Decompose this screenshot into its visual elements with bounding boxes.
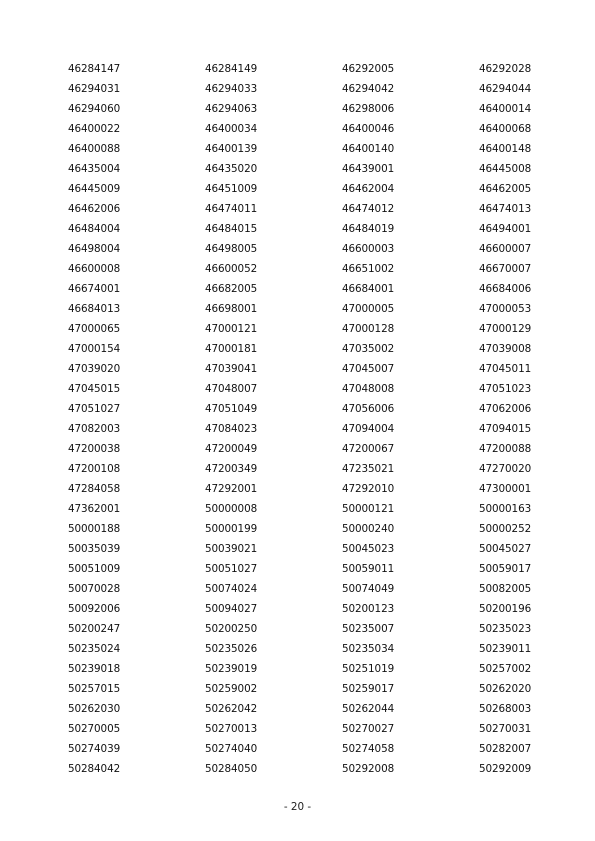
code-cell: 46435004 [68, 163, 121, 175]
code-cell: 46600052 [205, 263, 258, 275]
code-cell: 46292005 [342, 63, 395, 75]
code-cell: 50284042 [68, 763, 121, 775]
code-cell: 50270027 [342, 723, 395, 735]
code-cell: 46651002 [342, 263, 395, 275]
code-cell: 46435020 [205, 163, 258, 175]
code-cell: 50059017 [479, 563, 532, 575]
code-cell: 47000129 [479, 323, 532, 335]
code-cell: 47039020 [68, 363, 121, 375]
code-cell: 47284058 [68, 483, 121, 495]
code-cell: 46474012 [342, 203, 395, 215]
code-cell: 46494001 [479, 223, 532, 235]
code-cell: 46294063 [205, 103, 258, 115]
code-cell: 47045015 [68, 383, 121, 395]
code-cell: 50200250 [205, 623, 258, 635]
code-cell: 50235007 [342, 623, 395, 635]
code-cell: 50268003 [479, 703, 532, 715]
code-cell: 50262030 [68, 703, 121, 715]
code-cell: 47051049 [205, 403, 258, 415]
code-cell: 50051009 [68, 563, 121, 575]
code-cell: 46451009 [205, 183, 258, 195]
code-cell: 47292001 [205, 483, 258, 495]
code-cell: 47000053 [479, 303, 532, 315]
code-cell: 50235023 [479, 623, 532, 635]
code-cell: 50262020 [479, 683, 532, 695]
code-cell: 47048007 [205, 383, 258, 395]
code-cell: 46484019 [342, 223, 395, 235]
code-cell: 47056006 [342, 403, 395, 415]
code-cell: 47062006 [479, 403, 532, 415]
code-cell: 47048008 [342, 383, 395, 395]
code-cell: 50082005 [479, 583, 532, 595]
code-cell: 50000121 [342, 503, 395, 515]
code-cell: 50274058 [342, 743, 395, 755]
code-cell: 47362001 [68, 503, 121, 515]
code-cell: 46684001 [342, 283, 395, 295]
code-cell: 47039008 [479, 343, 532, 355]
code-cell: 47200067 [342, 443, 395, 455]
code-cell: 50200247 [68, 623, 121, 635]
code-cell: 46400068 [479, 123, 532, 135]
code-cell: 47094015 [479, 423, 532, 435]
code-cell: 47200349 [205, 463, 258, 475]
code-cell: 46294042 [342, 83, 395, 95]
code-cell: 47300001 [479, 483, 532, 495]
code-cell: 50262044 [342, 703, 395, 715]
code-cell: 50235024 [68, 643, 121, 655]
code-cell: 46298006 [342, 103, 395, 115]
page-number: - 20 - [283, 801, 312, 813]
code-cell: 46600008 [68, 263, 121, 275]
code-cell: 46484015 [205, 223, 258, 235]
code-cell: 46400046 [342, 123, 395, 135]
code-cell: 47045007 [342, 363, 395, 375]
code-cell: 50270031 [479, 723, 532, 735]
code-cell: 46400139 [205, 143, 258, 155]
code-cell: 47084023 [205, 423, 258, 435]
code-cell: 46498004 [68, 243, 121, 255]
code-cell: 47200088 [479, 443, 532, 455]
code-cell: 50239011 [479, 643, 532, 655]
code-cell: 50045027 [479, 543, 532, 555]
code-cell: 46445009 [68, 183, 121, 195]
code-cell: 50039021 [205, 543, 258, 555]
code-cell: 47235021 [342, 463, 395, 475]
code-cell: 46684013 [68, 303, 121, 315]
code-cell: 46439001 [342, 163, 395, 175]
code-cell: 47000005 [342, 303, 395, 315]
code-cell: 50000252 [479, 523, 532, 535]
code-cell: 50284050 [205, 763, 258, 775]
code-cell: 50092006 [68, 603, 121, 615]
code-cell: 46684006 [479, 283, 532, 295]
code-cell: 50000240 [342, 523, 395, 535]
code-cell: 46462004 [342, 183, 395, 195]
code-cell: 50257002 [479, 663, 532, 675]
code-cell: 46698001 [205, 303, 258, 315]
code-cell: 47045011 [479, 363, 532, 375]
code-cell: 46400088 [68, 143, 121, 155]
code-cell: 50270005 [68, 723, 121, 735]
code-cell: 46674001 [68, 283, 121, 295]
code-cell: 46400014 [479, 103, 532, 115]
code-cell: 47051027 [68, 403, 121, 415]
code-cell: 50035039 [68, 543, 121, 555]
code-cell: 47000181 [205, 343, 258, 355]
code-cell: 47000154 [68, 343, 121, 355]
code-cell: 47200049 [205, 443, 258, 455]
code-cell: 50000188 [68, 523, 121, 535]
code-cell: 46284147 [68, 63, 121, 75]
code-cell: 50259002 [205, 683, 258, 695]
code-cell: 46294033 [205, 83, 258, 95]
code-cell: 46484004 [68, 223, 121, 235]
code-cell: 50274039 [68, 743, 121, 755]
code-cell: 47270020 [479, 463, 532, 475]
code-cell: 50239019 [205, 663, 258, 675]
code-cell: 47035002 [342, 343, 395, 355]
code-cell: 46474013 [479, 203, 532, 215]
code-cell: 46400140 [342, 143, 395, 155]
code-cell: 46600007 [479, 243, 532, 255]
code-cell: 47292010 [342, 483, 395, 495]
code-cell: 50251019 [342, 663, 395, 675]
code-cell: 50000199 [205, 523, 258, 535]
code-cell: 50070028 [68, 583, 121, 595]
code-cell: 46294044 [479, 83, 532, 95]
code-cell: 46445008 [479, 163, 532, 175]
code-cell: 50239018 [68, 663, 121, 675]
code-cell: 50235026 [205, 643, 258, 655]
code-cell: 46600003 [342, 243, 395, 255]
code-cell: 46498005 [205, 243, 258, 255]
code-cell: 47200038 [68, 443, 121, 455]
code-cell: 50059011 [342, 563, 395, 575]
code-cell: 50235034 [342, 643, 395, 655]
code-cell: 47000121 [205, 323, 258, 335]
code-cell: 47094004 [342, 423, 395, 435]
code-cell: 50270013 [205, 723, 258, 735]
code-cell: 50200123 [342, 603, 395, 615]
code-cell: 47051023 [479, 383, 532, 395]
code-cell: 46292028 [479, 63, 532, 75]
code-cell: 50282007 [479, 743, 532, 755]
code-cell: 46670007 [479, 263, 532, 275]
code-cell: 46400022 [68, 123, 121, 135]
code-cell: 50257015 [68, 683, 121, 695]
code-cell: 50000163 [479, 503, 532, 515]
code-cell: 46284149 [205, 63, 258, 75]
code-cell: 47039041 [205, 363, 258, 375]
code-cell: 46294031 [68, 83, 121, 95]
code-cell: 46400034 [205, 123, 258, 135]
code-cell: 50200196 [479, 603, 532, 615]
code-cell: 50074049 [342, 583, 395, 595]
code-cell: 50094027 [205, 603, 258, 615]
code-cell: 47000065 [68, 323, 121, 335]
code-cell: 46294060 [68, 103, 121, 115]
code-cell: 50000008 [205, 503, 258, 515]
code-cell: 50262042 [205, 703, 258, 715]
code-cell: 47000128 [342, 323, 395, 335]
code-cell: 46682005 [205, 283, 258, 295]
code-cell: 47082003 [68, 423, 121, 435]
code-cell: 46462006 [68, 203, 121, 215]
code-cell: 47200108 [68, 463, 121, 475]
code-cell: 46474011 [205, 203, 258, 215]
code-cell: 50074024 [205, 583, 258, 595]
code-cell: 50274040 [205, 743, 258, 755]
code-cell: 46400148 [479, 143, 532, 155]
code-cell: 46462005 [479, 183, 532, 195]
code-cell: 50292009 [479, 763, 532, 775]
code-cell: 50259017 [342, 683, 395, 695]
code-cell: 50045023 [342, 543, 395, 555]
code-cell: 50051027 [205, 563, 258, 575]
code-cell: 50292008 [342, 763, 395, 775]
